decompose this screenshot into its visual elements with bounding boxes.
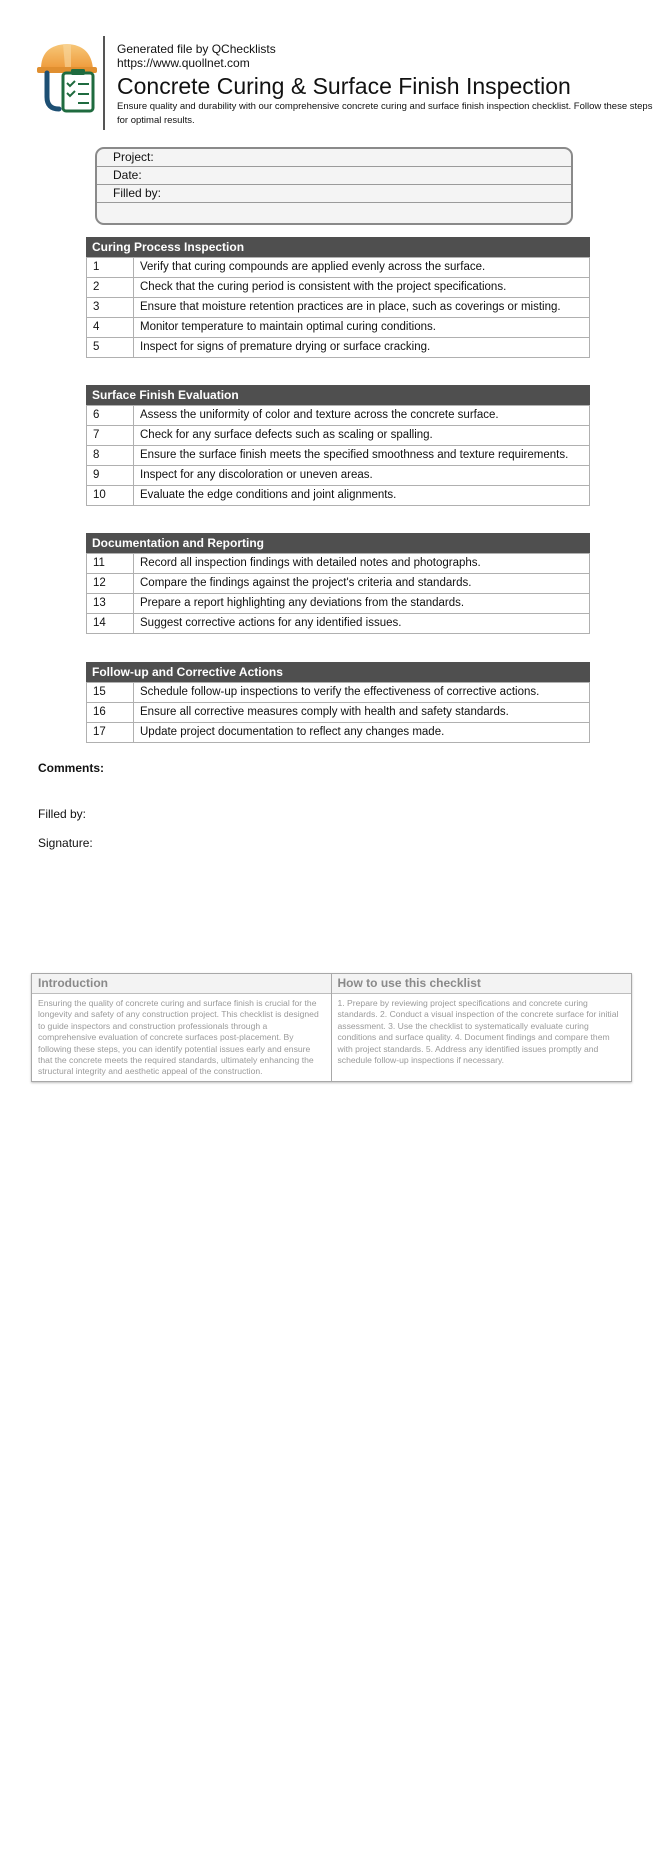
item-number: 14 xyxy=(87,614,134,634)
checklist-table xyxy=(86,405,590,506)
section-curing-process xyxy=(86,237,590,358)
table-row[interactable] xyxy=(87,614,590,634)
item-text: Update project documentation to reflect any changes made. xyxy=(134,723,590,743)
item-text: Evaluate the edge conditions and joint alignments. xyxy=(134,486,590,506)
project-info-box xyxy=(95,147,573,225)
item-text: Ensure the surface finish meets the specified smoothness and texture requirements. xyxy=(134,446,590,466)
page-subtitle: Ensure quality and durability with our comprehensive concrete curing and surface finish inspection checklist. Follow these steps for optimal results. xyxy=(117,101,653,126)
table-row[interactable] xyxy=(87,278,590,298)
page-title: Concrete Curing & Surface Finish Inspection xyxy=(117,73,571,99)
document-header xyxy=(33,36,653,130)
section-title: Surface Finish Evaluation xyxy=(86,385,590,405)
date-field[interactable]: Date: xyxy=(97,167,571,185)
item-text: Ensure all corrective measures comply with health and safety standards. xyxy=(134,703,590,723)
item-text: Verify that curing compounds are applied evenly across the surface. xyxy=(134,258,590,278)
table-row[interactable] xyxy=(87,554,590,574)
item-number: 2 xyxy=(87,278,134,298)
introduction-text: Ensuring the quality of concrete curing and surface finish is crucial for the longevity and safety of any construction project. This checklist is designed to guide inspectors and construction professionals through a comprehensive evaluation of concrete surfaces post-placement. By following these steps, you can identify potential issues early and ensure that the concrete meets the required standards, ultimately enhancing the structural integrity and aesthetic appeal of the construction. xyxy=(38,998,319,1077)
table-row[interactable] xyxy=(87,574,590,594)
table-row[interactable] xyxy=(87,703,590,723)
item-number: 9 xyxy=(87,466,134,486)
item-number: 6 xyxy=(87,406,134,426)
item-number: 13 xyxy=(87,594,134,614)
section-title: Follow-up and Corrective Actions xyxy=(86,662,590,682)
item-text: Ensure that moisture retention practices are in place, such as coverings or misting. xyxy=(134,298,590,318)
item-text: Monitor temperature to maintain optimal curing conditions. xyxy=(134,318,590,338)
item-text: Assess the uniformity of color and texture across the concrete surface. xyxy=(134,406,590,426)
generated-by-text: Generated file by QChecklists xyxy=(117,42,276,56)
website-url[interactable]: https://www.quollnet.com xyxy=(117,56,250,70)
footer-info-table xyxy=(31,973,632,1082)
checklist-table xyxy=(86,553,590,634)
table-row[interactable] xyxy=(87,466,590,486)
item-number: 1 xyxy=(87,258,134,278)
item-number: 4 xyxy=(87,318,134,338)
introduction-column xyxy=(32,974,332,1081)
table-row[interactable] xyxy=(87,406,590,426)
header-divider xyxy=(103,36,105,130)
table-row[interactable] xyxy=(87,446,590,466)
section-documentation xyxy=(86,533,590,634)
item-text: Inspect for any discoloration or uneven areas. xyxy=(134,466,590,486)
project-field[interactable]: Project: xyxy=(97,149,571,167)
item-number: 10 xyxy=(87,486,134,506)
item-number: 11 xyxy=(87,554,134,574)
item-text: Check that the curing period is consistent with the project specifications. xyxy=(134,278,590,298)
section-follow-up xyxy=(86,662,590,743)
item-number: 5 xyxy=(87,338,134,358)
table-row[interactable] xyxy=(87,298,590,318)
table-row[interactable] xyxy=(87,318,590,338)
item-text: Compare the findings against the project's criteria and standards. xyxy=(134,574,590,594)
table-row[interactable] xyxy=(87,426,590,446)
table-row[interactable] xyxy=(87,486,590,506)
item-text: Record all inspection findings with detailed notes and photographs. xyxy=(134,554,590,574)
section-surface-finish xyxy=(86,385,590,506)
signature-label: Signature: xyxy=(38,836,93,850)
filled-by-field[interactable]: Filled by: xyxy=(97,185,571,203)
table-row[interactable] xyxy=(87,594,590,614)
item-number: 17 xyxy=(87,723,134,743)
item-number: 3 xyxy=(87,298,134,318)
item-number: 12 xyxy=(87,574,134,594)
section-title: Curing Process Inspection xyxy=(86,237,590,257)
item-text: Check for any surface defects such as scaling or spalling. xyxy=(134,426,590,446)
table-row[interactable] xyxy=(87,723,590,743)
item-text: Prepare a report highlighting any deviations from the standards. xyxy=(134,594,590,614)
item-text: Schedule follow-up inspections to verify the effectiveness of corrective actions. xyxy=(134,683,590,703)
filled-by-label: Filled by: xyxy=(38,807,87,821)
comments-label: Comments: xyxy=(38,761,105,775)
checklist-table xyxy=(86,682,590,743)
item-number: 15 xyxy=(87,683,134,703)
checklist-table xyxy=(86,257,590,358)
table-row[interactable] xyxy=(87,338,590,358)
table-row[interactable] xyxy=(87,258,590,278)
how-to-title: How to use this checklist xyxy=(332,974,632,994)
item-text: Inspect for signs of premature drying or surface cracking. xyxy=(134,338,590,358)
item-number: 8 xyxy=(87,446,134,466)
item-text: Suggest corrective actions for any identified issues. xyxy=(134,614,590,634)
hardhat-checklist-icon xyxy=(33,39,105,117)
item-number: 16 xyxy=(87,703,134,723)
item-number: 7 xyxy=(87,426,134,446)
how-to-text: 1. Prepare by reviewing project specifications and concrete curing standards. 2. Conduct a visual inspection of the concrete surface for initial assessment. 3. Use the checklist to systematically evaluate curing conditions and surface quality. 4. Document findings and compare them with project standards. 5. Address any identified issues promptly and schedule follow-up inspections if necessary. xyxy=(337,998,619,1066)
introduction-title: Introduction xyxy=(32,974,331,994)
section-title: Documentation and Reporting xyxy=(86,533,590,553)
how-to-column xyxy=(332,974,632,1081)
info-blank-row xyxy=(97,203,571,221)
table-row[interactable] xyxy=(87,683,590,703)
